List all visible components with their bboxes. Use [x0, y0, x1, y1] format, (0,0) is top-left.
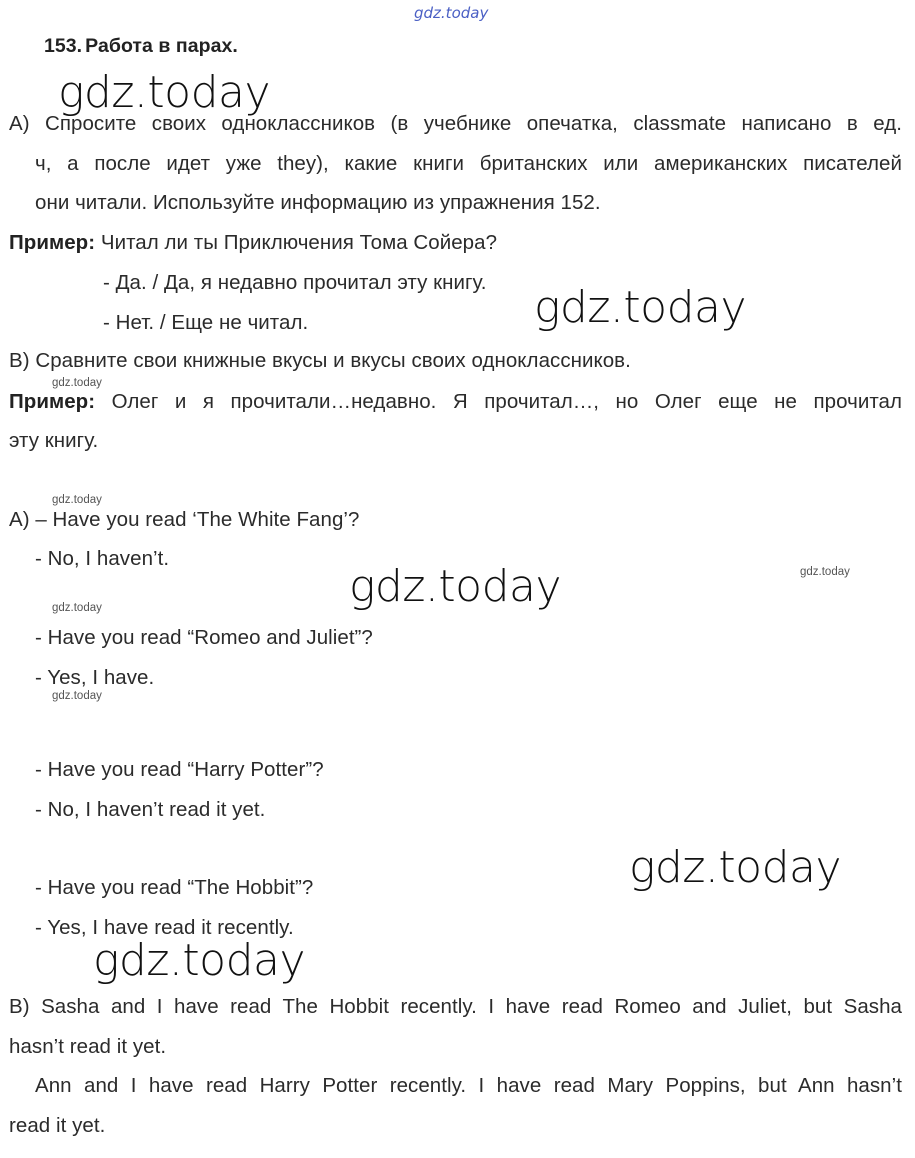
watermark-large: gdz.today — [349, 561, 562, 612]
dialogue-line-8: - Yes, I have read it recently. — [35, 916, 294, 939]
watermark-small: gdz.today — [800, 566, 850, 578]
watermark-large: gdz.today — [534, 282, 747, 333]
task-a-line-3: они читали. Используйте информацию из упражнения 152. — [35, 191, 601, 214]
b-paragraph-2-line-1: Ann and I have read Harry Potter recently. I have read Mary Poppins, but Ann hasn’t — [35, 1074, 902, 1097]
answer-no: - Нет. / Еще не читал. — [103, 311, 309, 334]
exercise-header — [44, 33, 238, 59]
watermark-small: gdz.today — [52, 602, 102, 614]
task-a-line-2: ч, а после идет уже they), какие книги британских или американских писателей — [35, 152, 902, 175]
dialogue-line-1: A) – Have you read ‘The White Fang’? — [9, 508, 360, 531]
exercise-title: Работа в парах. — [85, 35, 238, 57]
dialogue-line-4: - Yes, I have. — [35, 666, 155, 689]
example-label: Пример: — [9, 231, 96, 254]
dialogue-line-7: - Have you read “The Hobbit”? — [35, 876, 314, 899]
dialogue-line-2: - No, I haven’t. — [35, 547, 170, 570]
b-paragraph-1-line-2: hasn’t read it yet. — [9, 1035, 167, 1058]
b-paragraph-1-line-1: B) Sasha and I have read The Hobbit recently. I have read Romeo and Juliet, but Sasha — [9, 995, 902, 1018]
example-label: Пример: — [9, 390, 96, 413]
task-a-line-1: А) Спросите своих одноклассников (в учебнике опечатка, classmate написано в ед. — [9, 112, 902, 135]
dialogue-line-5: - Have you read “Harry Potter”? — [35, 758, 324, 781]
b-paragraph-2-line-2: read it yet. — [9, 1114, 106, 1137]
watermark-small: gdz.today — [52, 377, 102, 389]
example-b-line-2: эту книгу. — [9, 429, 99, 452]
example-a — [9, 230, 497, 256]
exercise-number: 153. — [44, 35, 83, 57]
watermark-large: gdz.today — [93, 935, 306, 986]
example-b — [9, 389, 902, 415]
watermark-large: gdz.today — [629, 842, 842, 893]
task-b-line: В) Сравните свои книжные вкусы и вкусы своих одноклассников. — [9, 349, 631, 372]
watermark-top: gdz.today — [414, 4, 489, 22]
dialogue-line-3: - Have you read “Romeo and Juliet”? — [35, 626, 373, 649]
dialogue-line-6: - No, I haven’t read it yet. — [35, 798, 266, 821]
watermark-small: gdz.today — [52, 494, 102, 506]
answer-yes: - Да. / Да, я недавно прочитал эту книгу. — [103, 271, 487, 294]
watermark-large: gdz.today — [58, 67, 271, 118]
example-b-text: Олег и я прочитали…недавно. Я прочитал…, но Олег еще не прочитал — [111, 390, 902, 413]
example-a-text: Читал ли ты Приключения Тома Сойера? — [100, 231, 498, 254]
watermark-small: gdz.today — [52, 690, 102, 702]
